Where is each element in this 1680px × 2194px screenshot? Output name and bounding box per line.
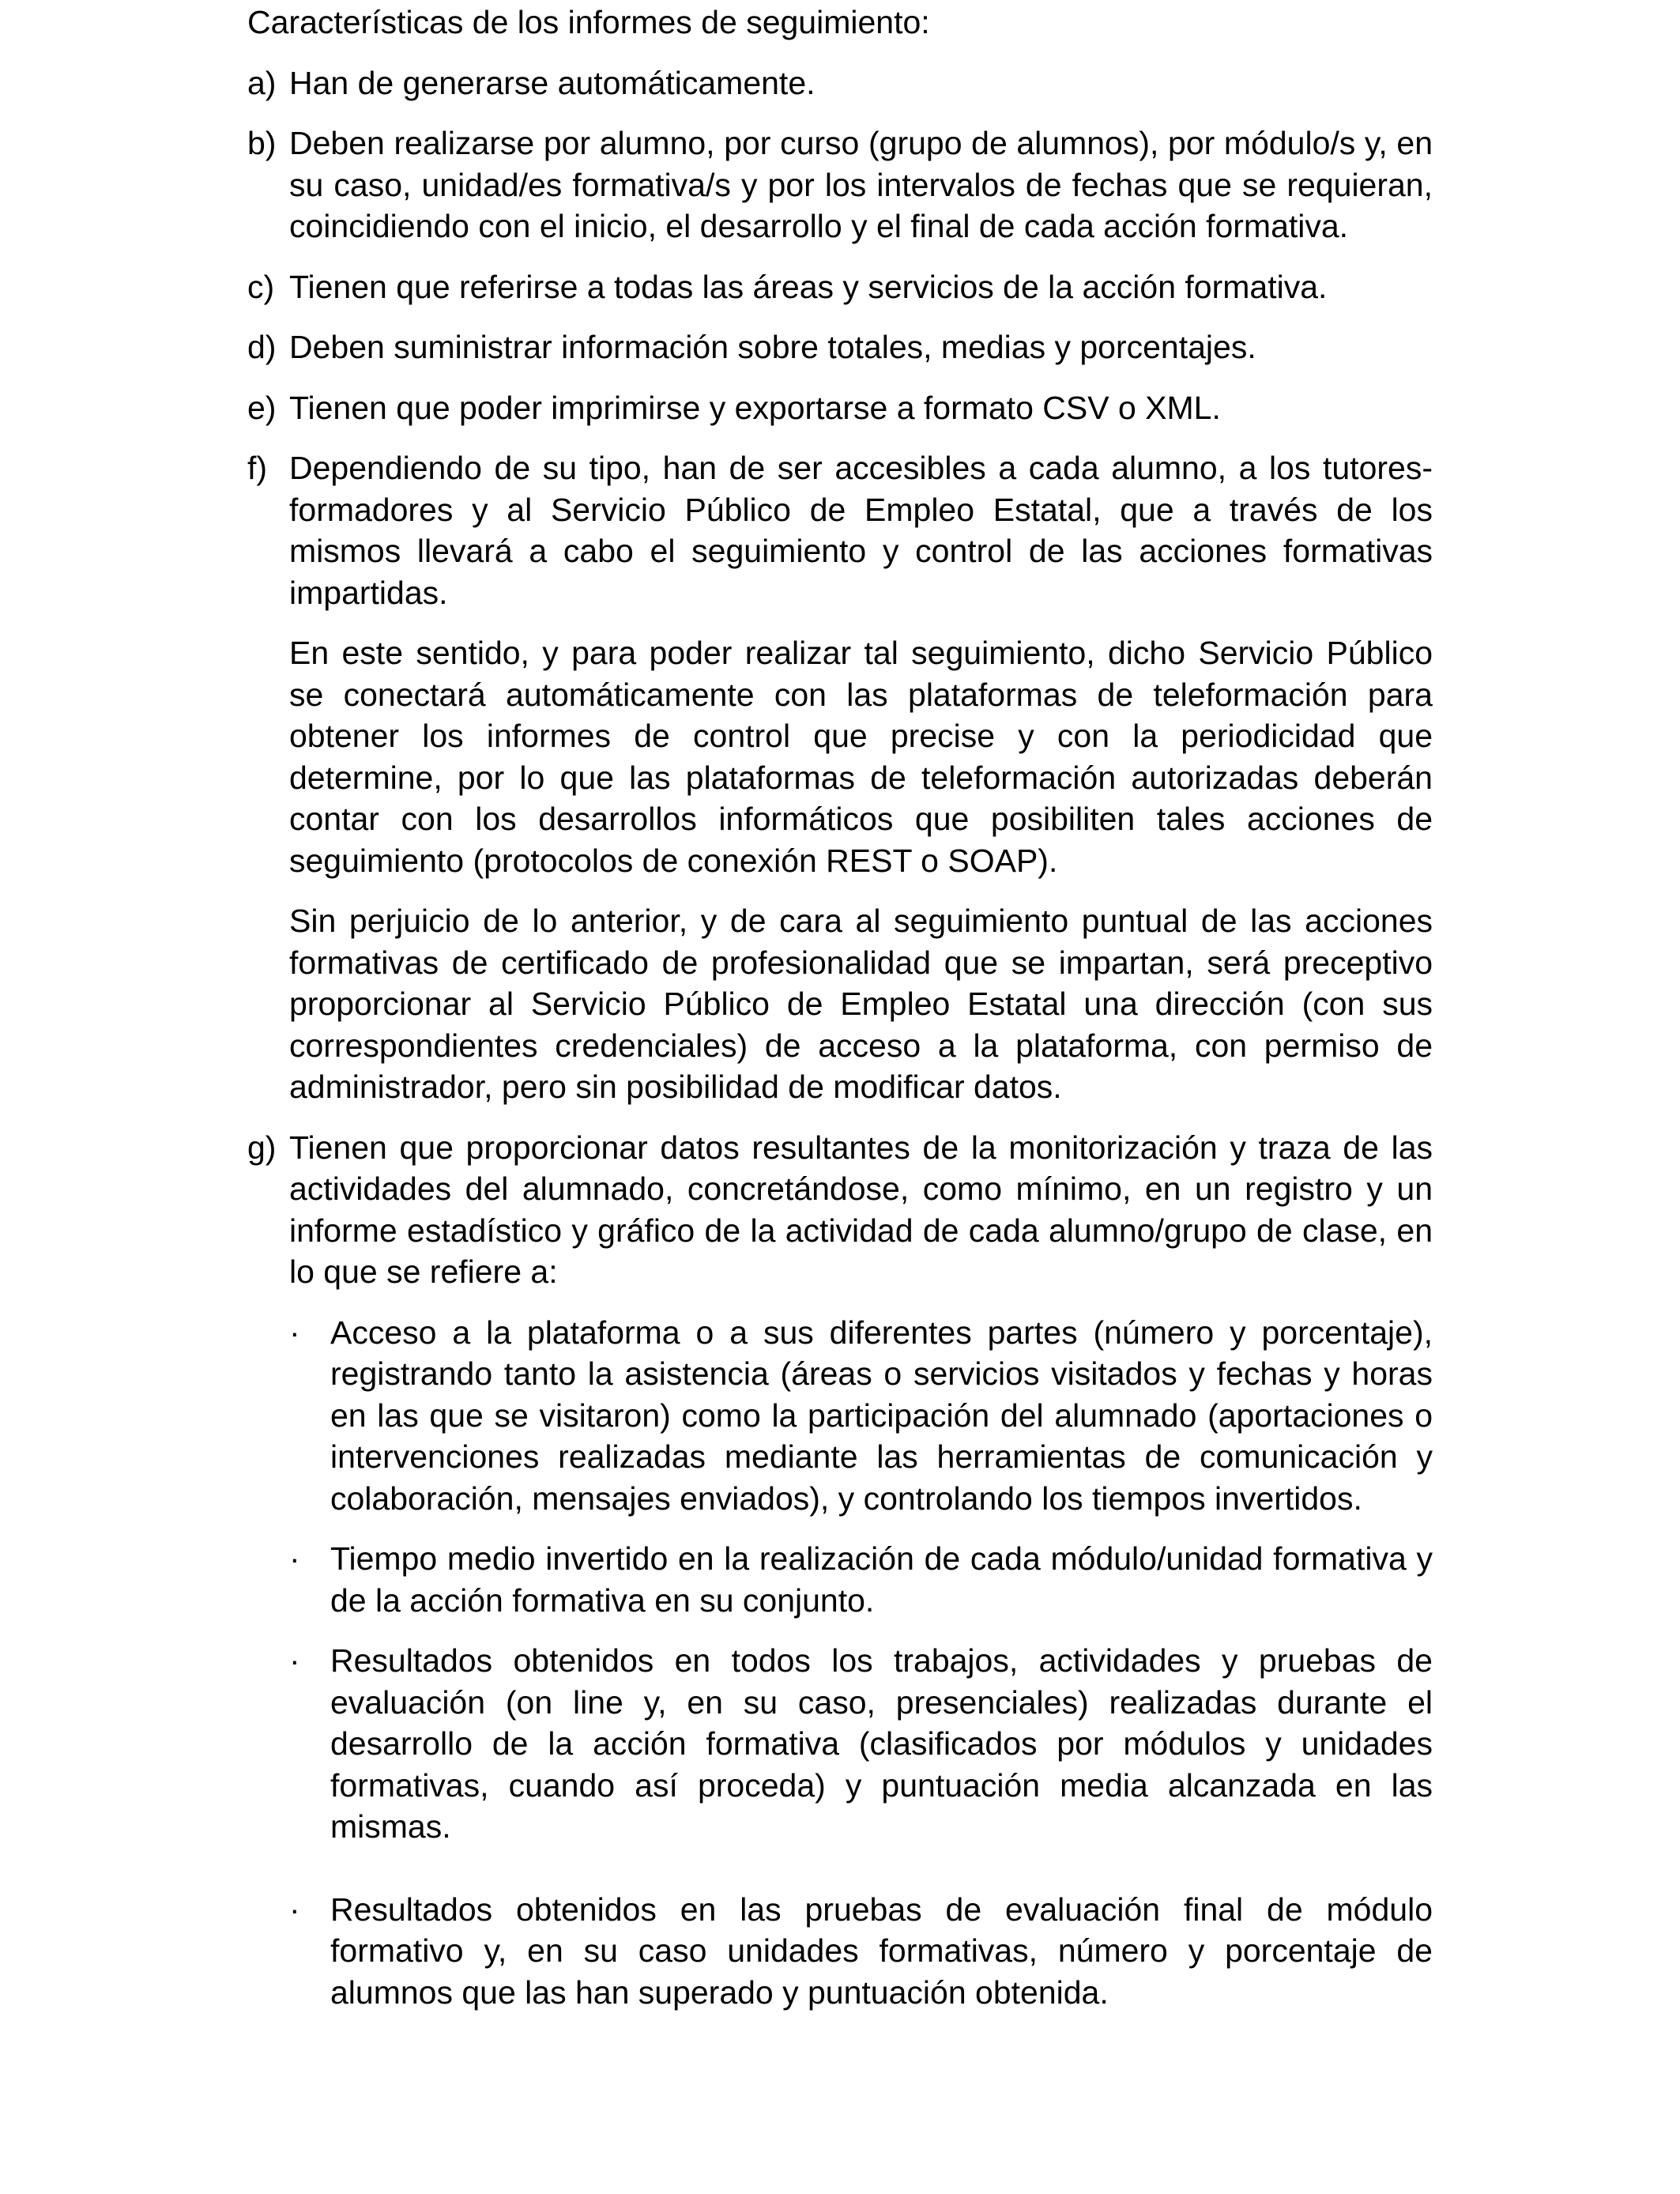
document-page bbox=[247, 2, 1433, 2032]
list-item-c bbox=[247, 266, 1433, 308]
list-text: Deben realizarse por alumno, por curso (grupo de alumnos), por módulo/s y, en su caso, unidad/es formativa/s y por los intervalos de fechas que se requieran, coincidiendo con el inicio, el desarrollo y el final de cada acción formativa. bbox=[289, 125, 1433, 244]
bullet-item bbox=[289, 1889, 1433, 2014]
bullet-item bbox=[289, 1538, 1433, 1621]
bullet-item bbox=[289, 1640, 1433, 1848]
list-item-g bbox=[247, 1127, 1433, 1293]
list-text: Tienen que poder imprimirse y exportarse a formato CSV o XML. bbox=[289, 389, 1221, 426]
list-label: d) bbox=[247, 329, 277, 365]
list-label: e) bbox=[247, 389, 277, 426]
list-label: b) bbox=[247, 125, 277, 161]
list-item-b bbox=[247, 123, 1433, 247]
list-label: c) bbox=[247, 268, 275, 305]
section-heading: Características de los informes de seguimiento: bbox=[247, 4, 930, 40]
bullet-text: Resultados obtenidos en todos los trabajos, actividades y pruebas de evaluación (on line y, en su caso, presenciales) realizadas durante el desarrollo de la acción formativa (clasificados por módulos y unidades formativas, cuando así proceda) y puntuación media alcanzada en las mismas. bbox=[330, 1642, 1433, 1845]
item-f-paragraph: En este sentido, y para poder realizar tal seguimiento, dicho Servicio Público se conectará automáticamente con las plataformas de teleformación para obtener los informes de control que precise y con la periodicidad que determine, por lo que las plataformas de teleformación autorizadas deberán contar con los desarrollos informáticos que posibiliten tales acciones de seguimiento (protocolos de conexión REST o SOAP). bbox=[289, 635, 1433, 879]
list-label: g) bbox=[247, 1129, 277, 1166]
list-text: Tienen que proporcionar datos resultantes de la monitorización y traza de las actividades del alumnado, concretándose, como mínimo, en un registro y un informe estadístico y gráfico de la actividad de cada alumno/grupo de clase, en lo que se refiere a: bbox=[289, 1129, 1433, 1290]
list-item-d bbox=[247, 326, 1433, 368]
bullet-dot-icon: · bbox=[289, 1891, 300, 1928]
list-text: Dependiendo de su tipo, han de ser accesibles a cada alumno, a los tutores-formadores y al Servicio Público de Empleo Estatal, que a través de los mismos llevará a cabo el seguimiento y control de las acciones formativas impartidas. bbox=[289, 450, 1433, 611]
item-f-paragraph: Sin perjuicio de lo anterior, y de cara al seguimiento puntual de las acciones formativas de certificado de profesionalidad que se impartan, será preceptivo proporcionar al Servicio Público de Empleo Estatal una dirección (con sus correspondientes credenciales) de acceso a la plataforma, con permiso de administrador, pero sin posibilidad de modificar datos. bbox=[289, 903, 1433, 1105]
bullet-text: Tiempo medio invertido en la realización de cada módulo/unidad formativa y de la acción formativa en su conjunto. bbox=[330, 1540, 1433, 1619]
list-item-e bbox=[247, 387, 1433, 429]
bullet-dot-icon: · bbox=[289, 1540, 300, 1577]
list-item-f bbox=[247, 447, 1433, 613]
bullet-dot-icon: · bbox=[289, 1314, 300, 1351]
list-text: Deben suministrar información sobre totales, medias y porcentajes. bbox=[289, 329, 1256, 365]
list-label: a) bbox=[247, 64, 277, 101]
bullet-dot-icon: · bbox=[289, 1642, 300, 1679]
list-text: Tienen que referirse a todas las áreas y servicios de la acción formativa. bbox=[289, 268, 1328, 305]
list-text: Han de generarse automáticamente. bbox=[289, 64, 816, 101]
list-item-a bbox=[247, 62, 1433, 104]
list-label: f) bbox=[247, 450, 268, 486]
bullet-item bbox=[289, 1312, 1433, 1520]
bullet-text: Resultados obtenidos en las pruebas de evaluación final de módulo formativo y, en su caso unidades formativas, número y porcentaje de alumnos que las han superado y puntuación obtenida. bbox=[330, 1891, 1433, 2011]
bullet-text: Acceso a la plataforma o a sus diferentes partes (número y porcentaje), registrando tanto la asistencia (áreas o servicios visitados y fechas y horas en las que se visitaron) como la participación del alumnado (aportaciones o intervenciones realizadas mediante las herramientas de comunicación y colaboración, mensajes enviados), y controlando los tiempos invertidos. bbox=[330, 1314, 1433, 1517]
